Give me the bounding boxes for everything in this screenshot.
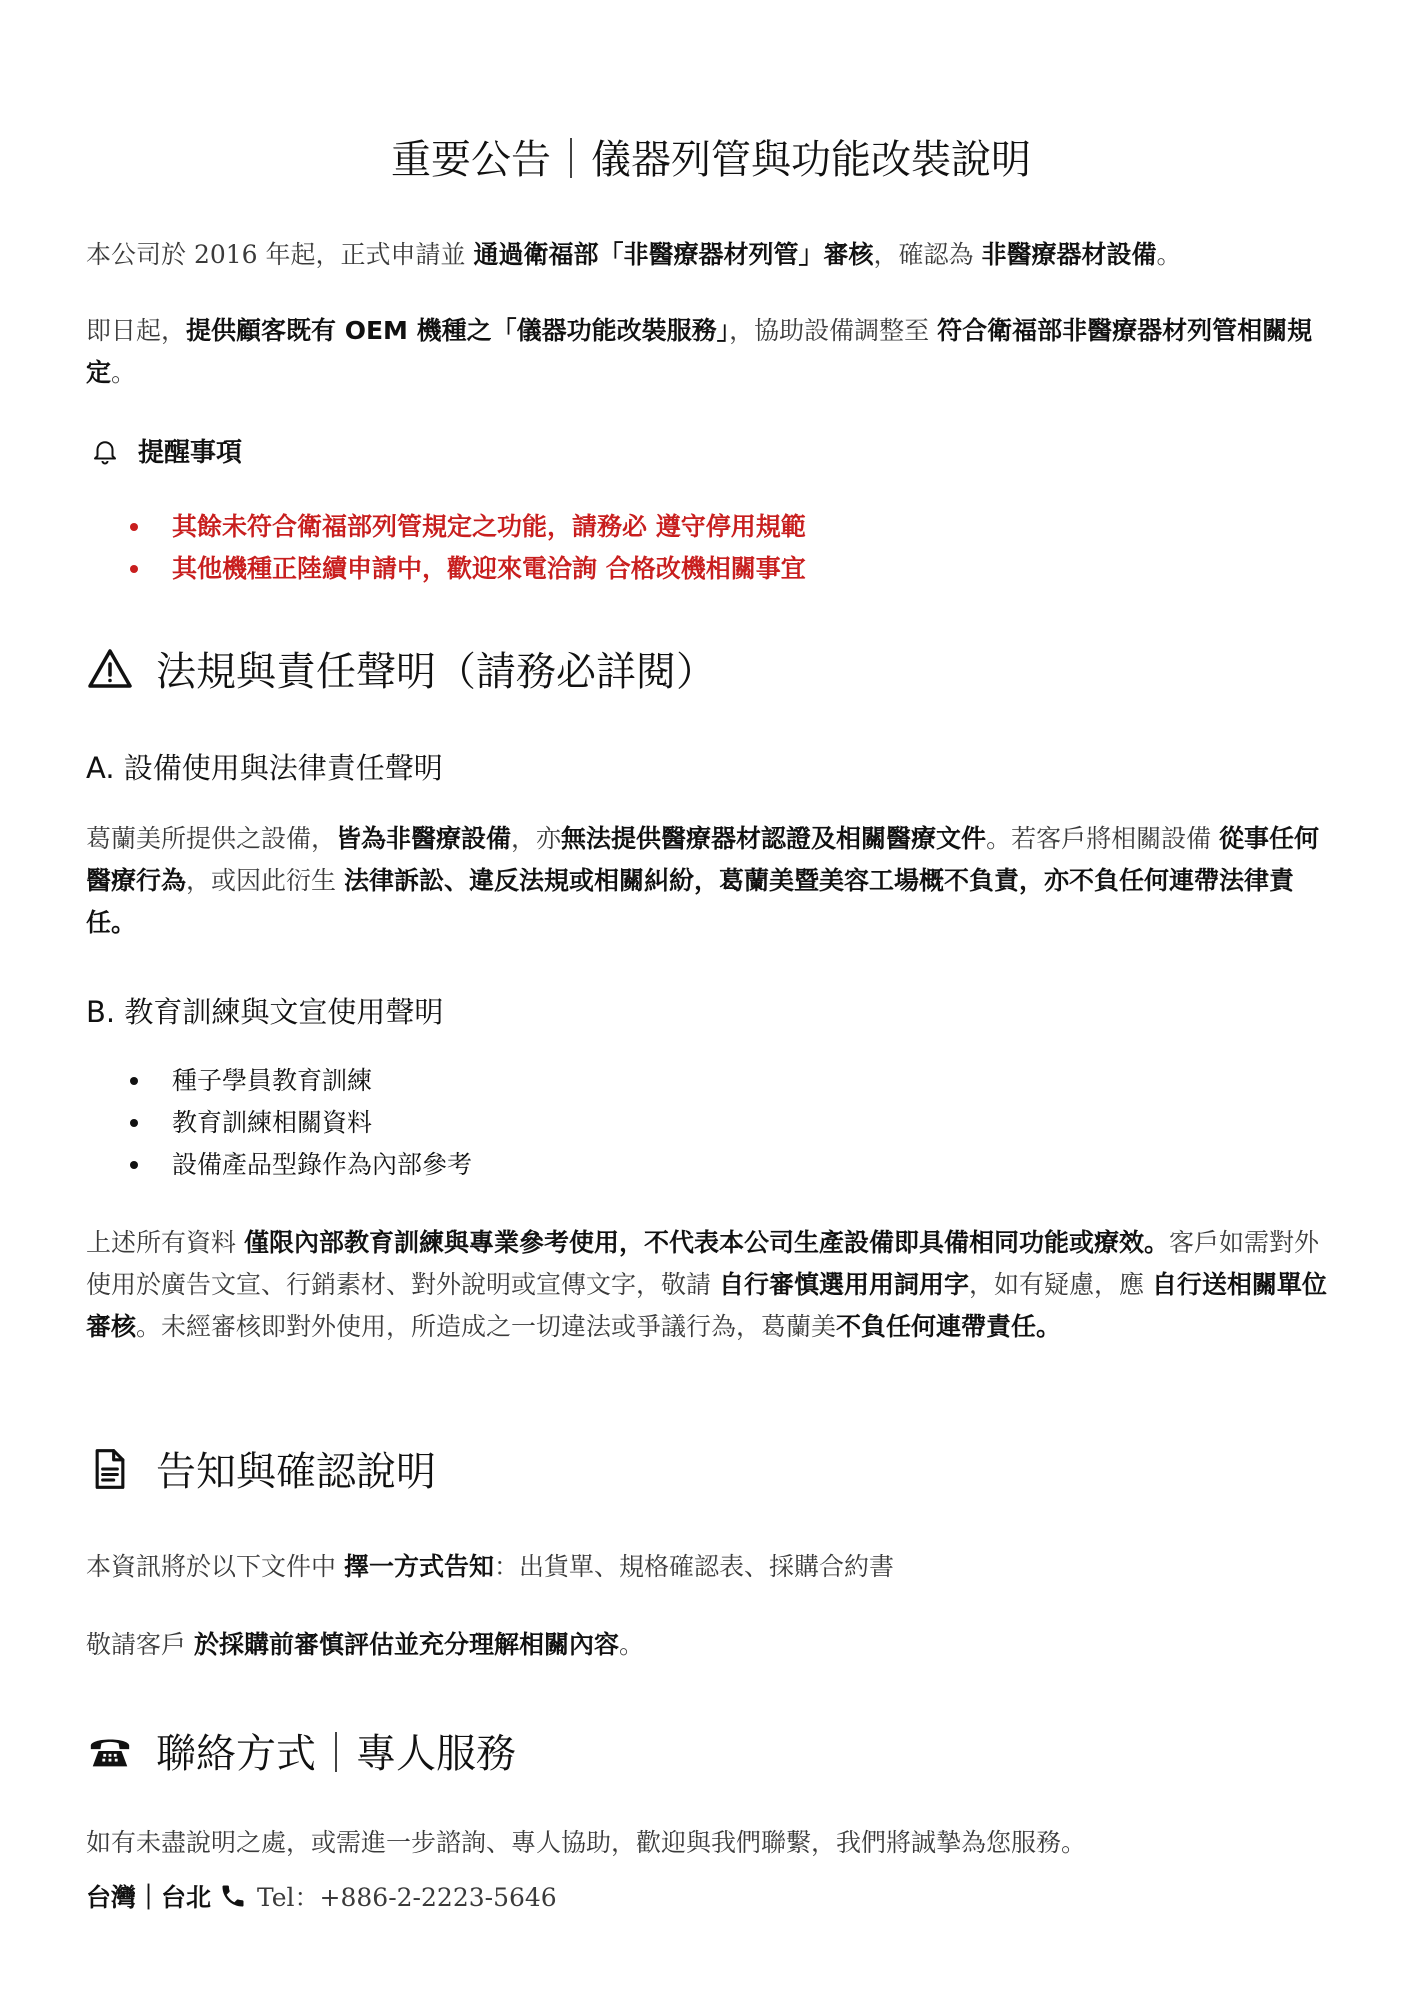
notice-1-b: 擇一方式告知 (343, 1552, 494, 1581)
legal-a-s2: 皆為非醫療設備 (336, 824, 512, 853)
legal-a-s4: 無法提供醫療器材認證及相關醫療文件 (561, 824, 987, 853)
legal-heading (86, 640, 716, 697)
notice-paragraph-2 (86, 1624, 1336, 1666)
notice-heading (86, 1440, 436, 1497)
warning-icon (86, 645, 134, 693)
legal-b-s3: 客戶如需對外使用於廣告文宣、行銷素材、對外說明或宣傳文字，敬請 (86, 1228, 1319, 1299)
phone-link[interactable]: Tel：+886-2-2223-5646 (257, 1883, 557, 1912)
list-item: 種子學員教育訓練 (86, 1060, 472, 1102)
legal-b-s6: 自行送相關單位審核 (86, 1270, 1327, 1341)
reminder-item: 其餘未符合衛福部列管規定之功能，請務必 遵守停用規範 (86, 506, 806, 548)
legal-a-s3: ，亦 (511, 824, 562, 853)
legal-b-heading: B. 教育訓練與文宣使用聲明 (86, 995, 444, 1029)
legal-b-s7: 。未經審核即對外使用，所造成之一切違法或爭議行為，葛蘭美 (136, 1312, 837, 1341)
legal-b-s1: 上述所有資料 (86, 1228, 244, 1257)
intro-2-text-c: ，協助設備調整至 (729, 316, 938, 345)
reminder-title: 提醒事項 (138, 438, 243, 468)
notice-paragraph-1 (86, 1546, 1336, 1588)
intro-2-bold-d: 符合衛福部非醫療器材列管相關規定 (86, 316, 1313, 387)
legal-a-s6: 從事任何醫療行為 (86, 824, 1320, 895)
legal-a-s8: 法律訴訟、違反法規或相關糾紛，葛蘭美暨美容工場概不負責，亦不負任何連帶法律責任。 (86, 866, 1294, 937)
legal-heading-text: 法規與責任聲明（請務必詳閱） (156, 649, 716, 695)
reminder-list (86, 506, 806, 590)
phone-handset-icon (219, 1882, 247, 1910)
page-title: 重要公告｜儀器列管與功能改裝說明 (391, 137, 1031, 183)
legal-b-s8: 不負任何連帶責任。 (836, 1312, 1062, 1341)
contact-line (86, 1878, 557, 1914)
contact-location: 台灣｜台北 (86, 1883, 212, 1912)
notice-2-b: 於採購前審慎評估並充分理解相關內容 (193, 1630, 619, 1659)
contact-paragraph: 如有未盡說明之處，或需進一步諮詢、專人協助，歡迎與我們聯繫，我們將誠摯為您服務。 (86, 1828, 1087, 1857)
intro-paragraph-1 (86, 234, 1336, 276)
intro-1-bold-d: 非醫療器材設備 (981, 240, 1157, 269)
intro-1-text-c: ，確認為 (873, 240, 982, 269)
legal-a-paragraph (86, 818, 1336, 944)
legal-a-s5: 。若客戶將相關設備 (986, 824, 1220, 853)
intro-2-bold-b: 提供顧客既有 OEM 機種之「儀器功能改裝服務」 (186, 316, 730, 345)
intro-1-text-e: 。 (1156, 240, 1182, 269)
document-icon (86, 1445, 134, 1493)
notice-1-a: 本資訊將於以下文件中 (86, 1552, 344, 1581)
intro-2-text-a: 即日起， (86, 316, 187, 345)
reminder-heading (90, 432, 242, 469)
notice-heading-text: 告知與確認說明 (156, 1449, 436, 1495)
legal-a-heading: A. 設備使用與法律責任聲明 (86, 751, 443, 785)
contact-heading (86, 1722, 516, 1779)
legal-a-s7: ，或因此衍生 (186, 866, 344, 895)
notice-1-c: ：出貨單、規格確認表、採購合約書 (493, 1552, 894, 1581)
reminder-item: 其他機種正陸續申請中，歡迎來電洽詢 合格改機相關事宜 (86, 548, 806, 590)
contact-heading-text: 聯絡方式｜專人服務 (156, 1731, 516, 1777)
legal-b-s2: 僅限內部教育訓練與專業參考使用，不代表本公司生產設備即具備相同功能或療效。 (243, 1228, 1169, 1257)
legal-b-s5: ，如有疑慮，應 (968, 1270, 1152, 1299)
telephone-icon (86, 1727, 134, 1775)
intro-1-text-a: 本公司於 2016 年起，正式申請並 (86, 240, 474, 269)
notice-2-a: 敬請客戶 (86, 1630, 194, 1659)
legal-b-list (86, 1060, 472, 1186)
list-item: 設備產品型錄作為內部參考 (86, 1144, 472, 1186)
intro-1-bold-b: 通過衛福部「非醫療器材列管」審核 (473, 240, 874, 269)
legal-a-s1: 葛蘭美所提供之設備， (86, 824, 337, 853)
intro-2-text-e: 。 (111, 358, 137, 387)
bell-icon (90, 436, 120, 466)
legal-b-paragraph (86, 1222, 1336, 1348)
notice-2-c: 。 (618, 1630, 644, 1659)
legal-b-s4: 自行審慎選用用詞用字 (718, 1270, 969, 1299)
list-item: 教育訓練相關資料 (86, 1102, 472, 1144)
intro-paragraph-2 (86, 310, 1336, 394)
